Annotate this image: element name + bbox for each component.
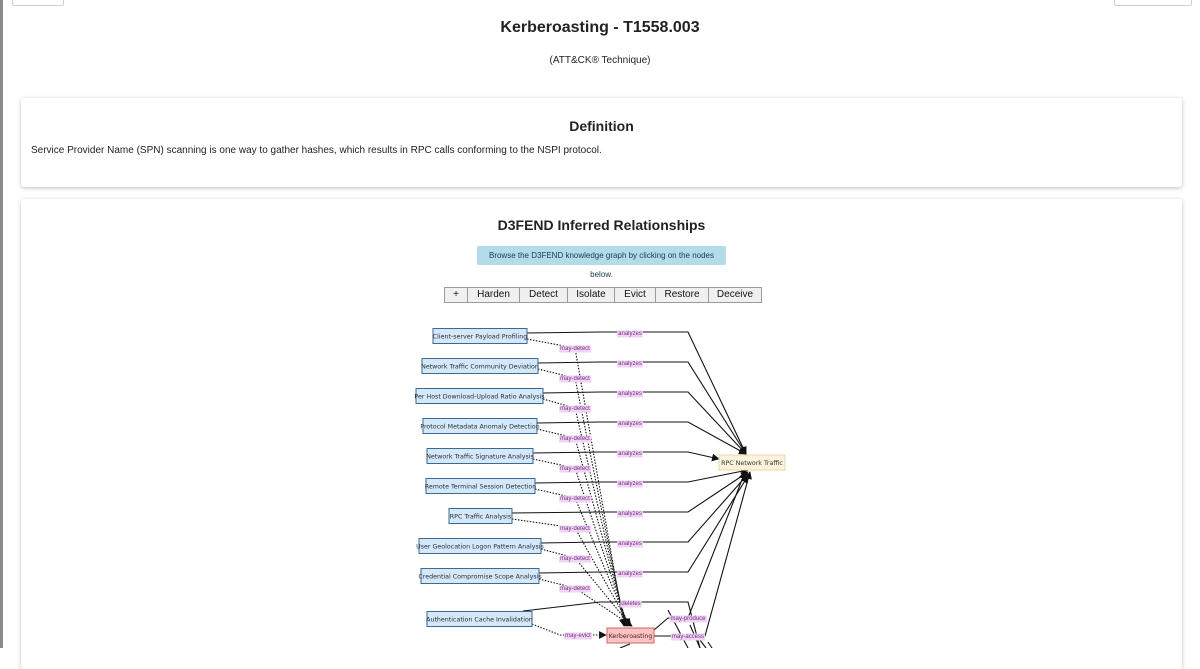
technique-node-label: Authentication Cache Invalidation [426, 616, 533, 624]
edge-analyzes [543, 392, 746, 454]
technique-node-label: Client-server Payload Profiling [432, 333, 528, 341]
attack-node-kerberoasting[interactable] [607, 628, 654, 643]
edge-offscreen [700, 640, 706, 648]
technique-node-protocol-metadata-anomaly-detection[interactable] [420, 419, 539, 434]
edge-label-analyzes: analyzes [618, 421, 642, 427]
page-title: Kerberoasting - T1558.003 [500, 19, 700, 36]
edge-label-analyzes: analyzes [618, 391, 642, 397]
tab-isolate[interactable]: Isolate [567, 287, 615, 303]
edge-offscreen [620, 644, 630, 648]
relationships-heading: D3FEND Inferred Relationships [497, 217, 706, 233]
edge-may-produce [654, 472, 745, 630]
technique-node-client-server-payload-profiling[interactable] [433, 329, 527, 344]
edge-label-analyzes: analyzes [618, 361, 642, 367]
technique-node-label: User Geolocation Logon Pattern Analysis [416, 543, 544, 551]
graph-hint-banner: Browse the D3FEND knowledge graph by clicking on the nodes below. [477, 246, 726, 265]
edge-label-may-detect: may-detect [560, 346, 590, 352]
technique-node-user-geolocation-logon-pattern-analysis[interactable] [416, 539, 544, 554]
technique-node-label: Protocol Metadata Anomaly Detection [420, 423, 540, 431]
edge-label-analyzes: analyzes [618, 331, 642, 337]
edge-label-may-detect: may-detect [560, 496, 590, 502]
edge-label-may-access: may-access [671, 634, 705, 640]
technique-node-network-traffic-signature-analysis[interactable] [426, 449, 534, 464]
edge-label-analyzes: analyzes [618, 571, 642, 577]
technique-node-label: RPC Traffic Analysis [449, 513, 512, 521]
tab-deceive[interactable]: Deceive [708, 287, 762, 303]
technique-node-remote-terminal-session-detection[interactable] [425, 479, 537, 494]
technique-node-label: Credential Compromise Scope Analysis [418, 573, 542, 581]
definition-text: Service Provider Name (SPN) scanning is one way to gather hashes, which results in RPC calls conforming to the NSPI protocol. [31, 145, 602, 156]
edge-offscreen [708, 642, 712, 648]
edge-label-analyzes: analyzes [618, 451, 642, 457]
edge-label-may-detect: may-detect [560, 436, 590, 442]
tab-restore[interactable]: Restore [655, 287, 709, 303]
edge-analyzes [541, 474, 748, 543]
tab-evict[interactable]: Evict [614, 287, 656, 303]
edge-label-deletes: deletes [621, 601, 641, 607]
page-subtitle: (ATT&CK® Technique) [549, 55, 651, 66]
artifact-node-rpc-network-traffic[interactable] [719, 455, 785, 470]
technique-node-authentication-cache-invalidation[interactable] [426, 612, 533, 627]
attack-node-label: Kerberoasting [608, 633, 653, 640]
edge-label-analyzes: analyzes [618, 481, 642, 487]
technique-node-rpc-traffic-analysis[interactable] [449, 509, 512, 524]
technique-node-credential-compromise-scope-analysis[interactable] [418, 569, 541, 584]
technique-node-label: Network Traffic Community Deviation [421, 363, 539, 371]
edge-analyzes [512, 472, 748, 513]
tab-harden[interactable]: Harden [467, 287, 520, 303]
edge-label-may-detect: may-detect [560, 586, 590, 592]
technique-node-network-traffic-community-deviation[interactable] [421, 359, 539, 374]
technique-node-label: Remote Terminal Session Detection [424, 483, 537, 491]
edge-label-may-detect: may-detect [560, 526, 590, 532]
edge-label-may-detect: may-detect [560, 406, 590, 412]
edge-label-may-detect: may-detect [560, 466, 590, 472]
edge-label-analyzes: analyzes [618, 541, 642, 547]
tab-expand[interactable]: + [444, 287, 468, 303]
edge-label-may-detect: may-detect [560, 556, 590, 562]
technique-node-per-host-download-upload-ratio-analysis[interactable] [414, 389, 544, 404]
edge-label-may-detect: may-detect [560, 376, 590, 382]
artifact-node-label: RPC Network Traffic [721, 460, 783, 467]
edge-label-analyzes: analyzes [618, 511, 642, 517]
technique-node-label: Network Traffic Signature Analysis [426, 453, 534, 461]
technique-node-label: Per Host Download-Upload Ratio Analysis [414, 393, 545, 401]
tab-detect[interactable]: Detect [519, 287, 568, 303]
definition-heading: Definition [569, 118, 634, 134]
edge-label-may-evict: may-evict [565, 633, 591, 639]
edge-label-may-produce: may-produce [670, 616, 706, 622]
